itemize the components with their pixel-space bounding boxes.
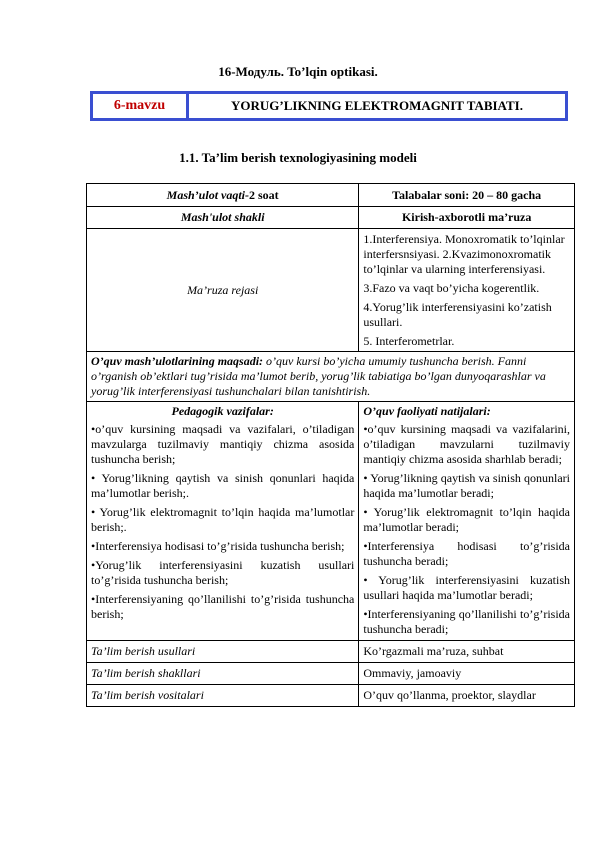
means-label: Ta’lim berish vositalari (87, 685, 359, 707)
topic-number: 6-mavzu (93, 94, 186, 118)
table-row (87, 184, 575, 207)
result-item: •Interferensiya hodisasi to’g’risida tushuncha beradi; (363, 539, 570, 568)
form-value: Kirish-axborotli ma’ruza (359, 207, 575, 229)
results-cell (359, 402, 575, 641)
task-item: •Yorug’lik interferensiyasini kuzatish usullari to’g’risida tushuncha berish; (91, 558, 355, 587)
result-item: • Yorug’lik interferensiyasini kuzatish usullari haqida ma’lumotlar beradi; (363, 573, 570, 602)
module-title: 16-Модуль. To’lqin optikasi. (218, 64, 378, 79)
table-row (87, 229, 575, 352)
plan-item: 4.Yorug’lik interferensiyasini ko’zatish usullari. (363, 300, 552, 329)
table-row (87, 663, 575, 685)
table-row (87, 402, 575, 641)
plan-label: Ma’ruza rejasi (87, 229, 359, 352)
forms-value: Ommaviy, jamoaviy (359, 663, 575, 685)
result-item: • Yorug’lik elektromagnit to’lqin haqida ma’lumotlar beradi; (363, 505, 570, 534)
task-item: • Yorug’likning qaytish va sinish qonunlari haqida ma’lumotlar berish;. (91, 471, 355, 500)
tasks-header: Pedagogik vazifalar: (171, 404, 274, 418)
plan-item: 3.Fazo va vaqt bo’yicha kogerentlik. (363, 281, 540, 295)
time-label: Mash’ulot vaqti- (166, 188, 250, 202)
goal-text: o’quv kursi bo’yicha umumiy tushuncha berish. Fanni o’rganish ob’ektlari tug’risida ma’lumot berib, yorug’lik tabiatiga bo’lgan dunyoqarashlar va yorug’lik interferensiyasi tushunchalari bilan tanishtirish. (91, 354, 546, 398)
topic-banner (90, 91, 568, 121)
task-item: •o’quv kursining maqsadi va vazifalari, o’tiladigan mavzularga tuzilmaviy mantiqiy chizma asosida tushuncha berish; (91, 422, 355, 466)
plan-item: 5. Interferometrlar. (363, 334, 455, 348)
goal-cell (87, 352, 575, 402)
methods-value: Ko’rgazmali ma’ruza, suhbat (359, 641, 575, 663)
lesson-model-table (86, 183, 575, 707)
table-row (87, 207, 575, 229)
topic-title: YORUG’LIKNING ELEKTROMAGNIT TABIATI. (189, 94, 565, 118)
plan-item: 1.Interferensiya. Monoxromatik to’lqinlar interfersnsiyasi. 2.Kvazimonoxromatik to’lqinlar va ularning interferensiyasi. (363, 232, 565, 276)
means-value: O’quv qo’llanma, proektor, slaydlar (359, 685, 575, 707)
result-item: •o’quv kursining maqsadi va vazifalarini, o’tiladigan mavzularni tuzilmaviy mantiqiy chizma asosida sharhlab beradi; (363, 422, 570, 466)
time-cell (87, 184, 359, 207)
students-cell: Talabalar soni: 20 – 80 gacha (359, 184, 575, 207)
table-row (87, 352, 575, 402)
table-row (87, 685, 575, 707)
task-item: •Interferensiyaning qo’llanilishi to’g’risida tushuncha berish; (91, 592, 355, 621)
methods-label: Ta’lim berish usullari (87, 641, 359, 663)
forms-label: Ta’lim berish shakllari (87, 663, 359, 685)
task-item: •Interferensiya hodisasi to’g’risida tushuncha berish; (91, 539, 345, 553)
time-value: 2 soat (249, 188, 279, 202)
section-title: 1.1. Ta’lim berish texnologiyasining modeli (179, 150, 417, 165)
goal-label: O’quv mash’ulotlarining maqsadi: (91, 354, 264, 368)
task-item: • Yorug’lik elektromagnit to’lqin haqida ma’lumotlar berish;. (91, 505, 355, 534)
result-item: •Interferensiyaning qo’llanilishi to’g’risida tushuncha beradi; (363, 607, 570, 636)
result-item: • Yorug’likning qaytish va sinish qonunlari haqida ma’lumotlar beradi; (363, 471, 570, 500)
plan-cell (359, 229, 575, 352)
tasks-cell (87, 402, 359, 641)
form-label: Mash'ulot shakli (87, 207, 359, 229)
results-header: O’quv faoliyati natijalari: (363, 404, 491, 418)
table-row (87, 641, 575, 663)
